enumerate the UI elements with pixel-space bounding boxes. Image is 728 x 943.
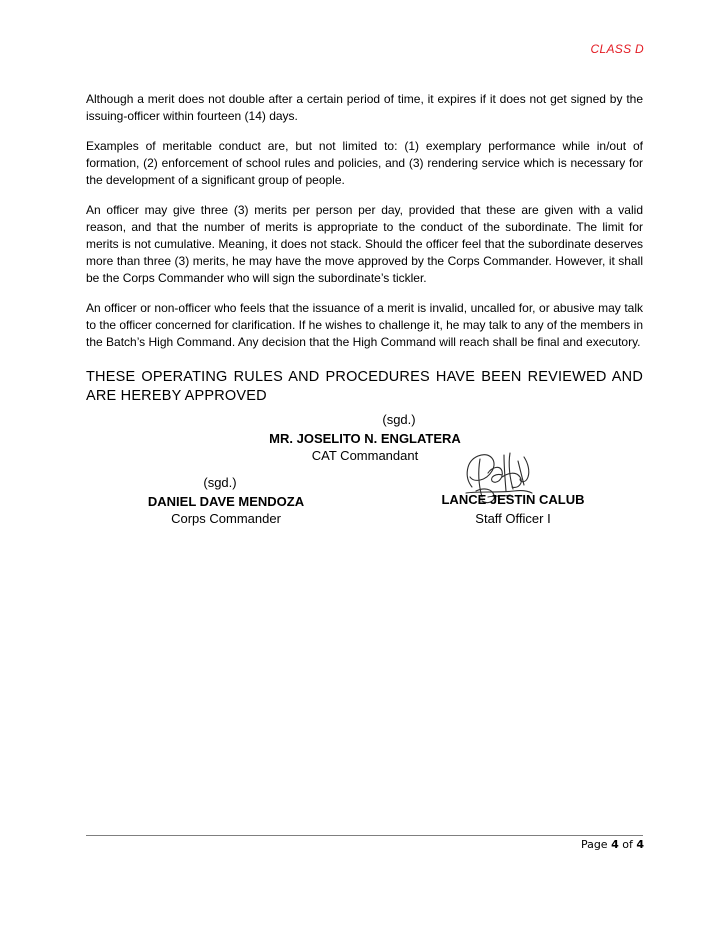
class-tag: CLASS D — [590, 42, 644, 56]
total-pages: 4 — [636, 838, 644, 851]
page-word: Page — [580, 838, 608, 851]
signatory-name: LANCE JESTIN CALUB — [441, 492, 585, 507]
signatory-name: DANIEL DAVE MENDOZA — [147, 494, 305, 509]
paragraph-meritable-conduct: Examples of meritable conduct are, but not limited to: (1) exemplary performance while in/out of formation, (2) enforcement of school rules and policies, and (3) rendering service which is necessary for the development of a significant group of people. — [86, 139, 643, 187]
signatory-title: Corps Commander — [171, 511, 281, 526]
current-page: 4 — [611, 838, 619, 851]
paragraph-merit-limit: An officer may give three (3) merits per person per day, provided that these are given with a valid reason, and that the number of merits is appropriate to the conduct of the subordinate. The limit for merits is not cumulative. Meaning, it does not stack. Should the officer feel that the subordinate deserves more than three (3) merits, he may have the move approved by the Corps Commander. However, it shall be the Corps Commander who will sign the subordinate’s tickler. — [86, 203, 643, 285]
signature-block-corps-commander — [116, 474, 336, 527]
paragraph-merit-expiry: Although a merit does not double after a certain period of time, it expires if it does not get signed by the issuing-officer within fourteen (14) days. — [86, 92, 643, 123]
footer-divider — [86, 835, 643, 836]
signatory-title: CAT Commandant — [311, 448, 419, 463]
signatory-name: MR. JOSELITO N. ENGLATERA — [269, 431, 461, 446]
approval-statement: THESE OPERATING RULES AND PROCEDURES HAVE BEEN REVIEWED AND ARE HEREBY APPROVED — [86, 369, 643, 404]
signed-mark: (sgd.) — [382, 412, 416, 427]
paragraph-merit-challenge: An officer or non-officer who feels that the issuance of a merit is invalid, uncalled for, or abusive may talk to the officer concerned for clarification. If he wishes to challenge it, he may talk to any of the members in the Batch’s High Command. Any decision that the High Command will reach shall be final and executory. — [86, 301, 643, 349]
document-body — [86, 91, 643, 406]
page-number — [581, 838, 644, 851]
signature-block-staff-officer — [413, 491, 613, 527]
of-word: of — [622, 838, 633, 851]
signed-mark: (sgd.) — [203, 475, 237, 490]
signatory-title: Staff Officer I — [475, 511, 551, 526]
